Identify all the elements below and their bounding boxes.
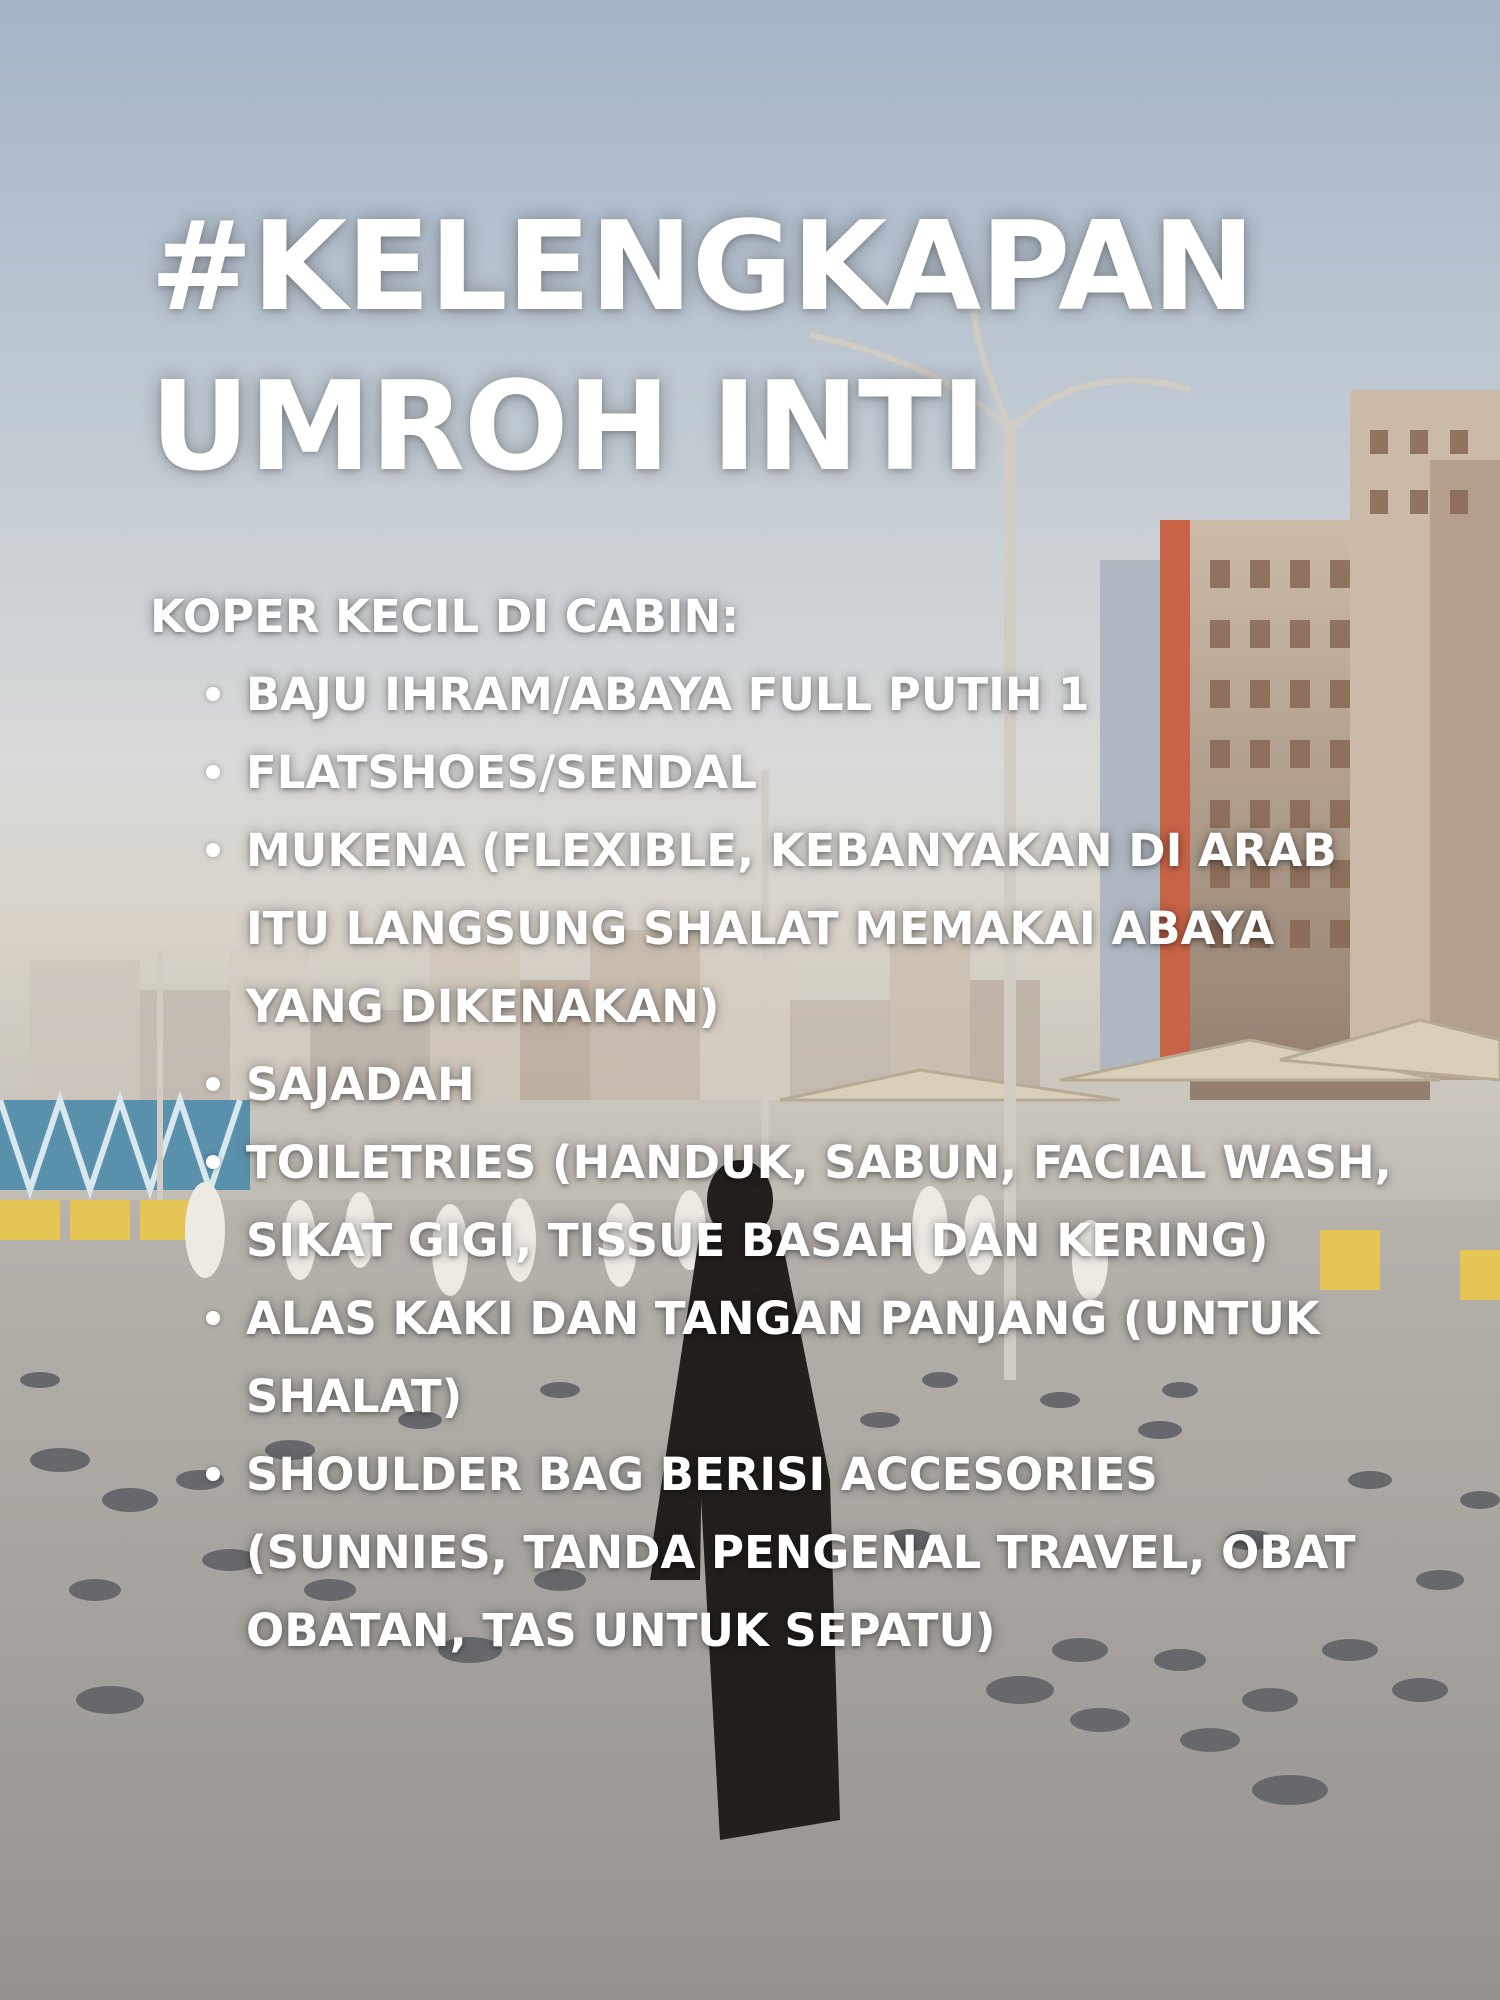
checklist-items bbox=[150, 656, 1410, 1670]
checklist-heading: KOPER KECIL DI CABIN: bbox=[150, 590, 740, 643]
list-item: SHOULDER BAG BERISI ACCESORIES (SUNNIES, TANDA PENGENAL TRAVEL, OBAT OBATAN, TAS UNTUK SEPATU) bbox=[246, 1436, 1410, 1670]
list-item: TOILETRIES (HANDUK, SABUN, FACIAL WASH, SIKAT GIGI, TISSUE BASAH DAN KERING) bbox=[246, 1124, 1410, 1280]
list-item: BAJU IHRAM/ABAYA FULL PUTIH 1 bbox=[246, 656, 1410, 734]
page-title bbox=[150, 188, 1254, 508]
packing-checklist bbox=[150, 578, 1410, 1670]
list-item: FLATSHOES/SENDAL bbox=[246, 734, 1410, 812]
list-item: ALAS KAKI DAN TANGAN PANJANG (UNTUK SHALAT) bbox=[246, 1280, 1410, 1436]
list-item: MUKENA (FLEXIBLE, KEBANYAKAN DI ARAB ITU LANGSUNG SHALAT MEMAKAI ABAYA YANG DIKENAKAN) bbox=[246, 812, 1410, 1046]
title-line-2: UMROH INTI bbox=[150, 356, 986, 499]
list-item: SAJADAH bbox=[246, 1046, 1410, 1124]
title-line-1: #KELENGKAPAN bbox=[150, 196, 1255, 339]
